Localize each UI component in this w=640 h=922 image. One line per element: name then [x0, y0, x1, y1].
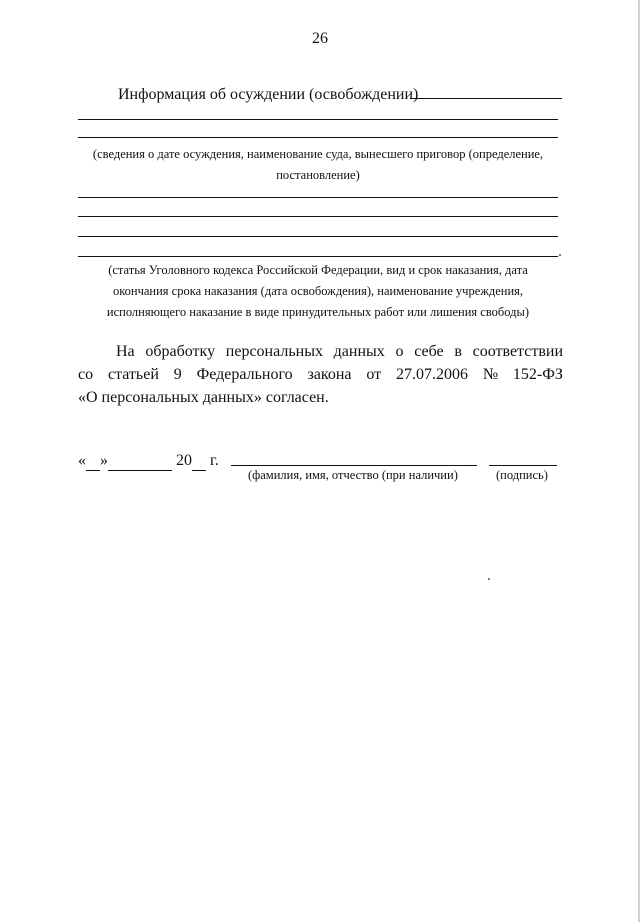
conviction-info-label-text: Информация об осуждении (освобождении): [118, 86, 419, 103]
blank-line-6[interactable]: [78, 256, 558, 257]
date-year-suffix: г.: [210, 452, 219, 469]
article-caption-line1: (статья Уголовного кодекса Российской Федерации, вид и срок наказания, дата: [108, 263, 528, 277]
blank-line-3[interactable]: [78, 197, 558, 198]
consent-word: закона: [307, 366, 352, 383]
court-caption: [78, 144, 558, 186]
consent-word: 152-ФЗ: [512, 366, 563, 383]
court-caption-line1: (сведения о дате осуждения, наименование суда, вынесшего приговор (определение,: [92, 147, 544, 161]
blank-line-4[interactable]: [78, 216, 558, 217]
fio-caption: (фамилия, имя, отчество (при наличии): [248, 468, 458, 482]
consent-word: №: [482, 366, 499, 383]
consent-word: 27.07.2006: [395, 366, 468, 383]
article-caption-line2: окончания срока наказания (дата освобождения), наименование учреждения,: [112, 284, 524, 298]
signature-caption: (подпись): [496, 468, 548, 482]
consent-word: Федерального: [196, 366, 293, 383]
blank-line-2[interactable]: [78, 137, 558, 138]
consent-word: обработку: [145, 343, 216, 360]
page-number: 26: [312, 30, 328, 47]
date-month-blank[interactable]: [108, 452, 172, 471]
consent-line-1: [78, 340, 563, 363]
date-year-blank[interactable]: [192, 452, 206, 471]
date-quote-open: «: [78, 452, 86, 469]
date-day-blank[interactable]: [86, 452, 100, 471]
court-caption-line2: постановление): [276, 168, 360, 182]
consent-word: 9: [173, 366, 182, 383]
consent-word: данных: [333, 343, 385, 360]
date-quote-close: »: [100, 452, 108, 469]
consent-word: статьей: [107, 366, 159, 383]
blank-line-1[interactable]: [78, 119, 558, 120]
consent-word: о: [395, 343, 404, 360]
date-year-prefix: 20: [176, 452, 192, 469]
scan-speck: [488, 578, 490, 580]
consent-word: от: [366, 366, 382, 383]
conviction-info-blank-line[interactable]: [410, 98, 562, 99]
line-end-dot: [559, 254, 561, 256]
consent-word: На: [116, 343, 135, 360]
consent-word: персональных: [225, 343, 323, 360]
signature-blank-line[interactable]: [489, 465, 557, 466]
date-row: [78, 452, 219, 471]
fio-blank-line[interactable]: [231, 465, 477, 466]
consent-word: соответствии: [472, 343, 563, 360]
article-caption: [78, 260, 558, 323]
article-caption-line3: исполняющего наказание в виде принудительных работ или лишения свободы): [106, 305, 530, 319]
consent-line-2: [78, 363, 563, 386]
consent-word: в: [454, 343, 462, 360]
blank-line-5[interactable]: [78, 236, 558, 237]
conviction-info-label: [118, 86, 418, 104]
consent-word: со: [78, 366, 94, 383]
consent-paragraph: [78, 340, 563, 409]
consent-line-3: «О персональных данных» согласен.: [78, 389, 329, 406]
consent-word: себе: [414, 343, 444, 360]
